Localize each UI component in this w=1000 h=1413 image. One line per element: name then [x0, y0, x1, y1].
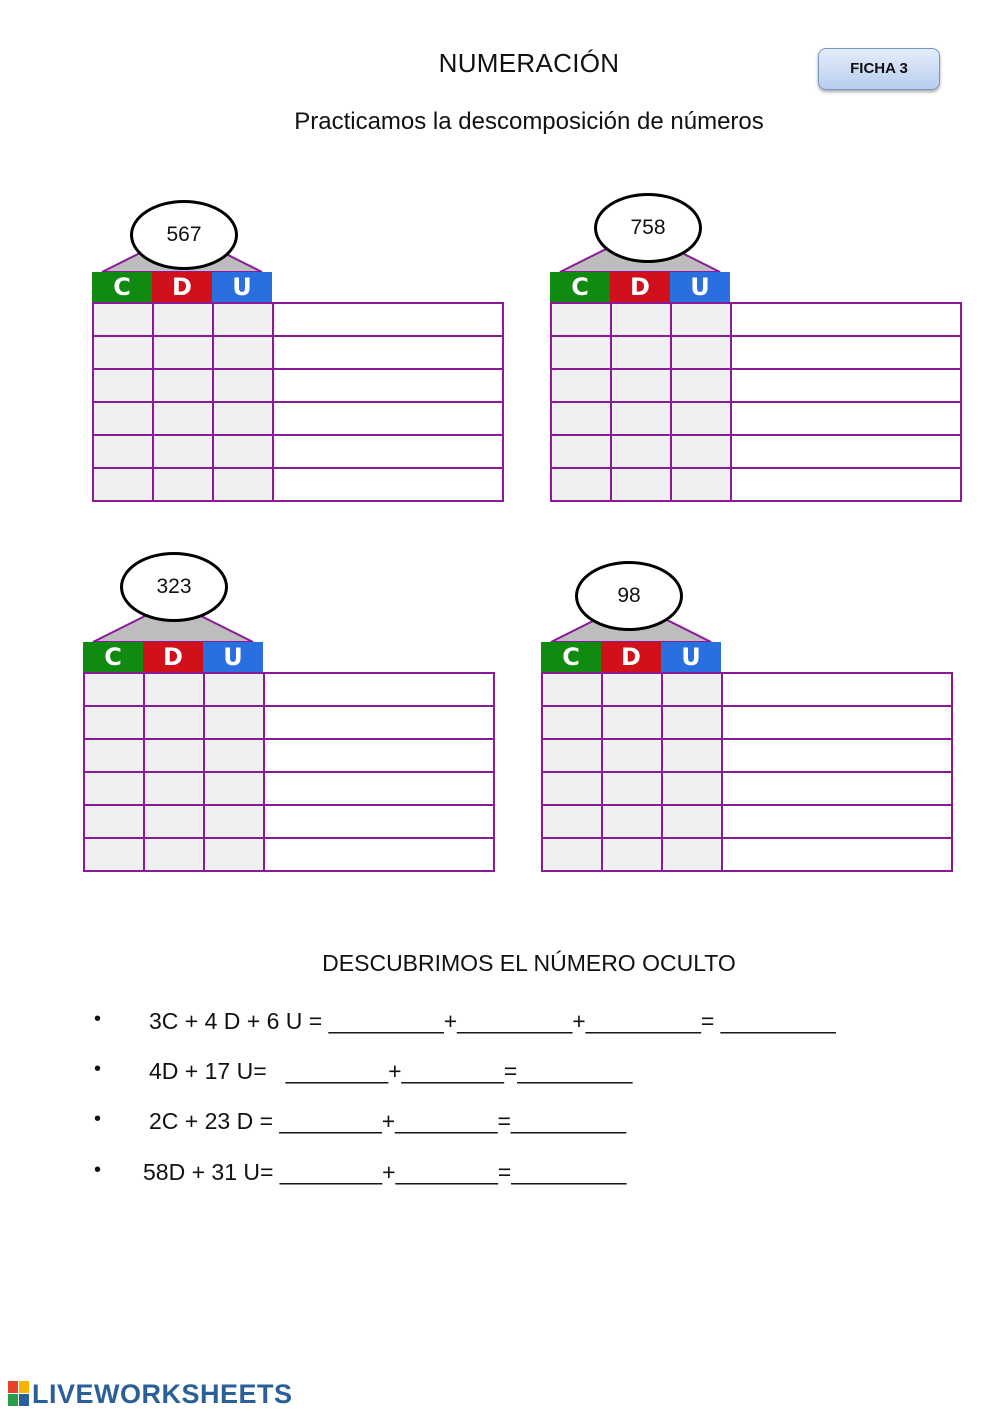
digit-cell[interactable]: [550, 368, 612, 403]
digit-cell[interactable]: [601, 738, 663, 773]
digit-cell[interactable]: [143, 672, 205, 707]
digit-cell[interactable]: [83, 771, 145, 806]
digit-cell[interactable]: [661, 705, 723, 740]
answer-line[interactable]: [730, 401, 962, 436]
digit-cell[interactable]: [152, 335, 214, 370]
answer-line[interactable]: [263, 738, 495, 773]
column-header-d: D: [152, 272, 212, 302]
digit-cell[interactable]: [203, 672, 265, 707]
digit-cell[interactable]: [550, 335, 612, 370]
page-subtitle: Practicamos la descomposición de números: [294, 108, 764, 135]
digit-cell[interactable]: [670, 335, 732, 370]
digit-cell[interactable]: [670, 467, 732, 502]
answer-line[interactable]: [721, 837, 953, 872]
ficha-badge: FICHA 3: [818, 48, 940, 90]
digit-cell[interactable]: [152, 467, 214, 502]
digit-cell[interactable]: [83, 738, 145, 773]
number-oval: 567: [130, 200, 238, 270]
answer-line[interactable]: [721, 804, 953, 839]
answer-line[interactable]: [721, 672, 953, 707]
digit-cell[interactable]: [541, 804, 603, 839]
column-header-d: D: [143, 642, 203, 672]
logo-text: LIVEWORKSHEETS: [32, 1378, 293, 1409]
answer-line[interactable]: [263, 672, 495, 707]
digit-cell[interactable]: [83, 804, 145, 839]
digit-cell[interactable]: [541, 837, 603, 872]
answer-line[interactable]: [730, 302, 962, 337]
digit-cell[interactable]: [610, 467, 672, 502]
digit-cell[interactable]: [601, 672, 663, 707]
digit-cell[interactable]: [601, 705, 663, 740]
place-value-box: [541, 568, 953, 878]
digit-cell[interactable]: [152, 434, 214, 469]
column-header-u: U: [203, 642, 263, 672]
digit-cell[interactable]: [610, 401, 672, 436]
digit-cell[interactable]: [212, 368, 274, 403]
digit-cell[interactable]: [203, 804, 265, 839]
column-header-c: C: [541, 642, 601, 672]
digit-cell[interactable]: [92, 368, 154, 403]
answer-line[interactable]: [730, 467, 962, 502]
answer-line[interactable]: [263, 837, 495, 872]
digit-cell[interactable]: [601, 771, 663, 806]
digit-cell[interactable]: [670, 401, 732, 436]
digit-cell[interactable]: [143, 705, 205, 740]
column-header-c: C: [83, 642, 143, 672]
liveworksheets-logo: [8, 1378, 293, 1410]
bullet-icon: •: [94, 1008, 102, 1030]
digit-cell[interactable]: [92, 467, 154, 502]
digit-cell[interactable]: [92, 401, 154, 436]
digit-cell[interactable]: [550, 467, 612, 502]
digit-cell[interactable]: [83, 672, 145, 707]
digit-cell[interactable]: [83, 705, 145, 740]
answer-line[interactable]: [272, 434, 504, 469]
number-oval: 98: [575, 561, 683, 631]
digit-cell[interactable]: [661, 771, 723, 806]
answer-line[interactable]: [263, 705, 495, 740]
digit-cell[interactable]: [550, 401, 612, 436]
digit-cell[interactable]: [92, 302, 154, 337]
digit-cell[interactable]: [541, 738, 603, 773]
page-title: NUMERACIÓN: [438, 48, 620, 78]
column-header-d: D: [610, 272, 670, 302]
logo-blocks-icon: [8, 1381, 30, 1407]
digit-cell[interactable]: [152, 401, 214, 436]
answer-line[interactable]: [721, 738, 953, 773]
column-header-d: D: [601, 642, 661, 672]
digit-cell[interactable]: [601, 837, 663, 872]
digit-cell[interactable]: [661, 804, 723, 839]
bullet-icon: •: [94, 1108, 102, 1130]
digit-cell[interactable]: [212, 302, 274, 337]
number-oval: 323: [120, 552, 228, 622]
equation-text[interactable]: 4D + 17 U= ________+________=_________: [149, 1058, 633, 1084]
digit-cell[interactable]: [670, 434, 732, 469]
digit-cell[interactable]: [143, 771, 205, 806]
digit-cell[interactable]: [83, 837, 145, 872]
digit-cell[interactable]: [143, 804, 205, 839]
digit-cell[interactable]: [670, 368, 732, 403]
equation-text[interactable]: 58D + 31 U= ________+________=_________: [143, 1159, 627, 1185]
answer-line[interactable]: [721, 771, 953, 806]
place-value-box: [550, 198, 962, 508]
digit-cell[interactable]: [203, 705, 265, 740]
answer-line[interactable]: [272, 368, 504, 403]
answer-line[interactable]: [730, 434, 962, 469]
bullet-icon: •: [94, 1058, 102, 1080]
digit-cell[interactable]: [550, 434, 612, 469]
equation-row: [94, 1159, 627, 1240]
digit-cell[interactable]: [610, 368, 672, 403]
answer-line[interactable]: [272, 467, 504, 502]
hidden-number-title: DESCUBRIMOS EL NÚMERO OCULTO: [322, 950, 736, 976]
digit-cell[interactable]: [203, 738, 265, 773]
digit-cell[interactable]: [550, 302, 612, 337]
digit-cell[interactable]: [610, 335, 672, 370]
digit-cell[interactable]: [92, 335, 154, 370]
digit-cell[interactable]: [212, 401, 274, 436]
digit-cell[interactable]: [601, 804, 663, 839]
digit-cell[interactable]: [661, 837, 723, 872]
place-value-box: [83, 568, 495, 878]
digit-cell[interactable]: [670, 302, 732, 337]
number-oval: 758: [594, 193, 702, 263]
answer-line[interactable]: [263, 804, 495, 839]
digit-cell[interactable]: [541, 705, 603, 740]
digit-cell[interactable]: [152, 368, 214, 403]
digit-cell[interactable]: [212, 434, 274, 469]
equation-text[interactable]: 3C + 4 D + 6 U = _________+_________+_________= _________: [149, 1008, 836, 1034]
answer-line[interactable]: [263, 771, 495, 806]
answer-line[interactable]: [730, 368, 962, 403]
digit-cell[interactable]: [541, 771, 603, 806]
digit-cell[interactable]: [203, 837, 265, 872]
answer-line[interactable]: [272, 302, 504, 337]
column-header-u: U: [212, 272, 272, 302]
equation-text[interactable]: 2C + 23 D = ________+________=_________: [149, 1108, 627, 1134]
digit-cell[interactable]: [203, 771, 265, 806]
digit-cell[interactable]: [143, 738, 205, 773]
column-header-c: C: [92, 272, 152, 302]
digit-cell[interactable]: [92, 434, 154, 469]
digit-cell[interactable]: [541, 672, 603, 707]
bullet-icon: •: [94, 1159, 102, 1181]
digit-cell[interactable]: [661, 672, 723, 707]
digit-cell[interactable]: [212, 467, 274, 502]
digit-cell[interactable]: [152, 302, 214, 337]
answer-line[interactable]: [730, 335, 962, 370]
digit-cell[interactable]: [212, 335, 274, 370]
answer-line[interactable]: [272, 335, 504, 370]
column-header-u: U: [670, 272, 730, 302]
column-header-c: C: [550, 272, 610, 302]
answer-line[interactable]: [272, 401, 504, 436]
digit-cell[interactable]: [610, 434, 672, 469]
digit-cell[interactable]: [661, 738, 723, 773]
place-value-box: [92, 198, 504, 508]
digit-cell[interactable]: [143, 837, 205, 872]
digit-cell[interactable]: [610, 302, 672, 337]
column-header-u: U: [661, 642, 721, 672]
answer-line[interactable]: [721, 705, 953, 740]
